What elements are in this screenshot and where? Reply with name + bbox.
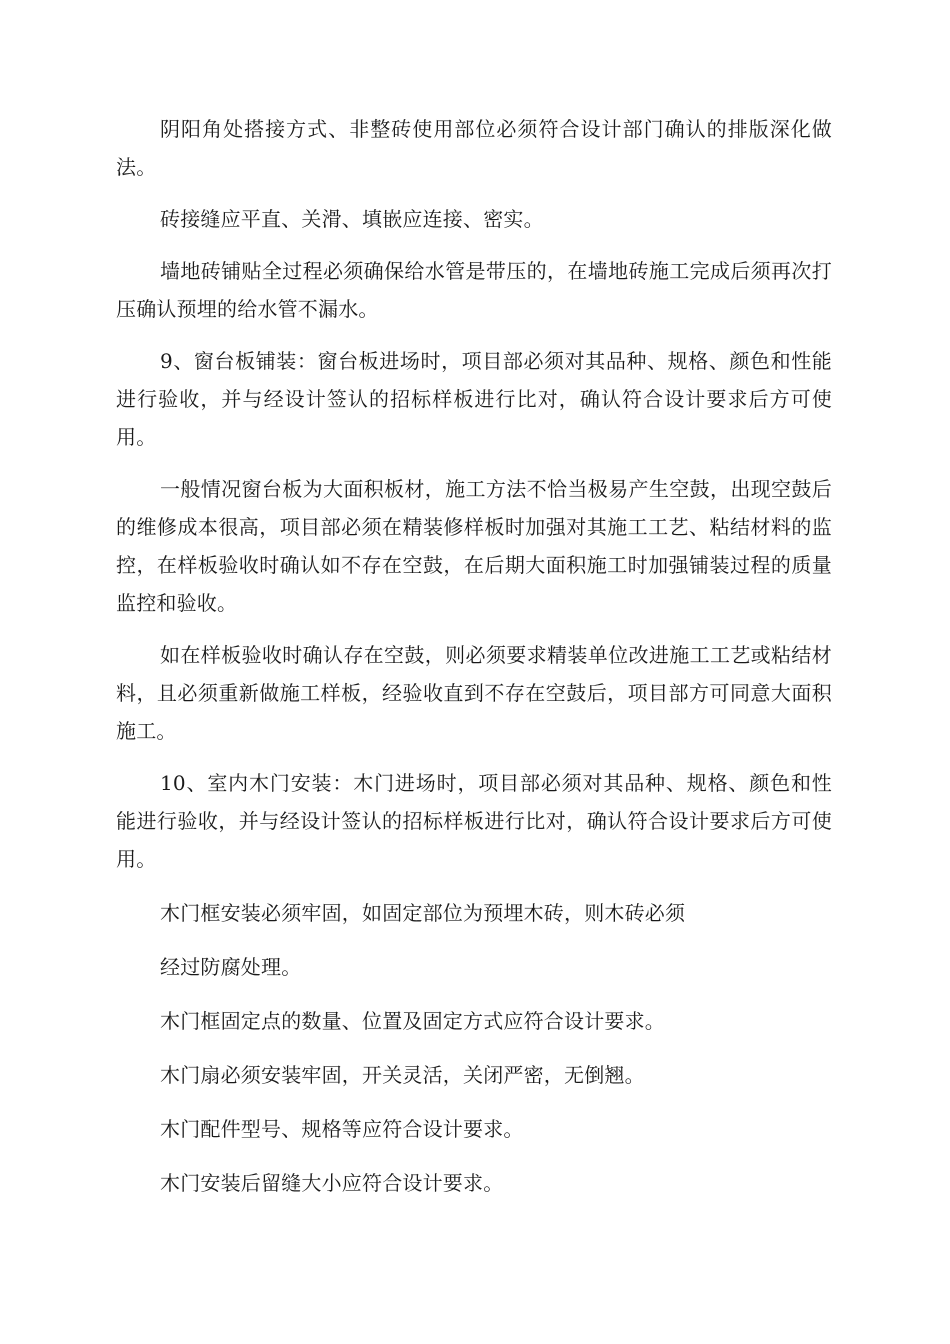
paragraph-wood-door-install: 10、室内木门安装：木门进场时，项目部必须对其品种、规格、颜色和性能进行验收，并与经设计签认的招标样板进行比对，确认符合设计要求后方可使用。 (116, 771, 832, 871)
paragraph-corner-joints: 阴阳角处搭接方式、非整砖使用部位必须符合设计部门确认的排版深化做法。 (116, 117, 832, 179)
paragraph-door-hardware: 木门配件型号、规格等应符合设计要求。 (160, 1117, 524, 1141)
paragraph-sample-acceptance: 如在样板验收时确认存在空鼓，则必须要求精装单位改进施工工艺或粘结材料，且必须重新做施工样板，经验收直到不存在空鼓后，项目部方可同意大面积施工。 (116, 643, 832, 743)
paragraph-door-gap: 木门安装后留缝大小应符合设计要求。 (160, 1171, 504, 1195)
paragraph-tile-seams: 砖接缝应平直、关滑、填嵌应连接、密实。 (160, 207, 544, 231)
paragraph-water-pressure: 墙地砖铺贴全过程必须确保给水管是带压的，在墙地砖施工完成后须再次打压确认预埋的给水管不漏水。 (116, 259, 832, 321)
paragraph-door-leaf: 木门扇必须安装牢固，开关灵活，关闭严密，无倒翘。 (160, 1063, 645, 1087)
paragraph-anticorrosion: 经过防腐处理。 (160, 955, 302, 979)
paragraph-fixing-points: 木门框固定点的数量、位置及固定方式应符合设计要求。 (160, 1009, 665, 1033)
paragraph-windowsill-hollow: 一般情况窗台板为大面积板材，施工方法不恰当极易产生空鼓，出现空鼓后的维修成本很高，项目部必须在精装修样板时加强对其施工工艺、粘结材料的监控，在样板验收时确认如不存在空鼓，在后期大面积施工时加强铺装过程的质量监控和验收。 (116, 477, 832, 615)
paragraph-windowsill-install: 9、窗台板铺装：窗台板进场时，项目部必须对其品种、规格、颜色和性能进行验收，并与经设计签认的招标样板进行比对，确认符合设计要求后方可使用。 (116, 349, 832, 449)
document-body (116, 110, 832, 1202)
paragraph-door-frame: 木门框安装必须牢固，如固定部位为预埋木砖，则木砖必须 (160, 901, 686, 925)
